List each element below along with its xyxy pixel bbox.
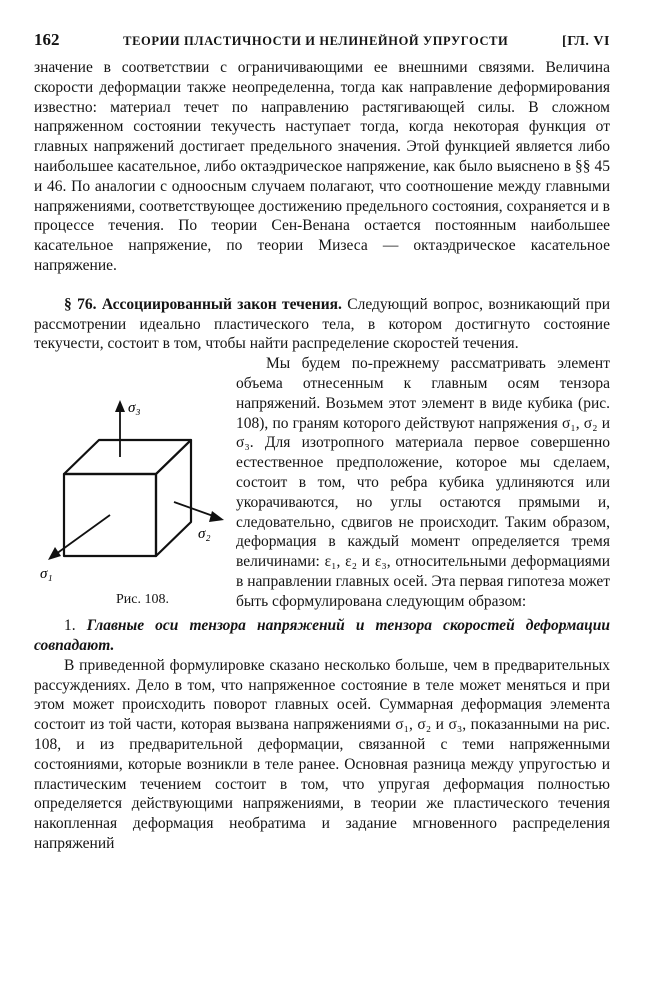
figure-108 xyxy=(34,394,230,616)
paragraph-discussion: В приведенной формулировке сказано несколько больше, чем в предварительных рассуждениях. Дело в том, что напряженное состояние в теле может меняться и при этом может происходить поворот главных осей. Суммарная деформация элемента состоит из той части, которая вызвана напряжениями σ₁, σ₂ и σ₃, показанными на рис. 108, и из предварительной деформации, связанной с теми напряженными состояниями, которые возникли в теле ранее. Основная разница между упругостью и пластическим течением состоит в том, что упругая деформация полностью определяется действующими напряжениями, в теории же пластического течения накопленная деформация необратима и задание мгновенного распределения напряжений xyxy=(34,656,610,852)
hypothesis-number: 1. xyxy=(64,617,76,635)
sigma3-label: σ₃ xyxy=(128,400,141,417)
running-title: ТЕОРИИ ПЛАСТИЧНОСТИ И НЕЛИНЕЙНОЙ УПРУГОСТИ xyxy=(123,34,509,48)
figure-text-block xyxy=(34,354,610,611)
cube-diagram xyxy=(34,394,230,594)
sigma2-label: σ₂ xyxy=(198,526,211,543)
figure-caption: Рис. 108. xyxy=(116,592,169,608)
page xyxy=(34,30,610,854)
section-intro: Следующий вопрос, возникающий при рассмотрении идеально пластического тела, в котором достигнуто состояние текучести, состоит в том, чтобы найти распределение скоростей течения. xyxy=(34,295,610,353)
section-heading: § 76. Ассоциированный закон течения. xyxy=(64,295,342,313)
running-head xyxy=(34,30,610,52)
section-paragraph xyxy=(34,295,610,354)
sigma2-arrowhead xyxy=(209,511,224,522)
page-number: 162 xyxy=(34,30,60,49)
sigma1-label: σ₁ xyxy=(40,566,53,583)
sigma2-arrow-line xyxy=(174,502,216,517)
sigma1-arrowhead xyxy=(48,547,61,560)
chapter-label: [ГЛ. VI xyxy=(562,34,610,49)
hypothesis-statement xyxy=(34,616,610,656)
paragraph-continued: значение в соответствии с ограничивающими ее внешними связями. Величина скорости деформации также неопределенна, тогда как направление деформирования известно: материал течет по направлению растягивающей силы. В сложном напряженном состоянии текучесть наступает тогда, когда некоторая функция от главных напряжений достигает предельного значения. Этой функцией является либо наибольшее касательное, либо октаэдрическое напряжение, как было выяснено в §§ 45 и 46. По аналогии с одноосным случаем полагают, что соотношение между главными напряжениями, соответствующее достижению предельного состояния, сохраняется и в процессе течения. По теории Сен-Венана остается постоянным наибольшее касательное напряжение, по теории Мизеса — октаэдрическое касательное напряжение. xyxy=(34,59,610,274)
paragraph-element xyxy=(34,354,610,611)
sigma3-arrowhead xyxy=(115,400,125,412)
hypothesis-text: Главные оси тензора напряжений и тензора скоростей деформации совпадают. xyxy=(34,617,610,654)
cube-right-face xyxy=(156,440,191,556)
paragraph-element-text: Мы будем по-прежнему рассматривать элемент объема отнесенным к главным осям тензора напряжений. Возьмем этот элемент в виде кубика (рис. 108), по граням которого действуют напряжения σ₁, σ₂ и σ₃. Для изотропного материала первое совершенно естественное предположение, которое мы сделаем, состоит в том, что ребра кубика удлиняются или укорачиваются, но углы остаются прямыми и, следовательно, сдвигов не происходит. Таким образом, деформация в каждый момент определяется тремя величинами: ε₁, ε₂ и ε₃, относительными деформациями в направлении главных осей. Эта первая гипотеза может быть сформулирована следующим образом: xyxy=(236,355,610,610)
